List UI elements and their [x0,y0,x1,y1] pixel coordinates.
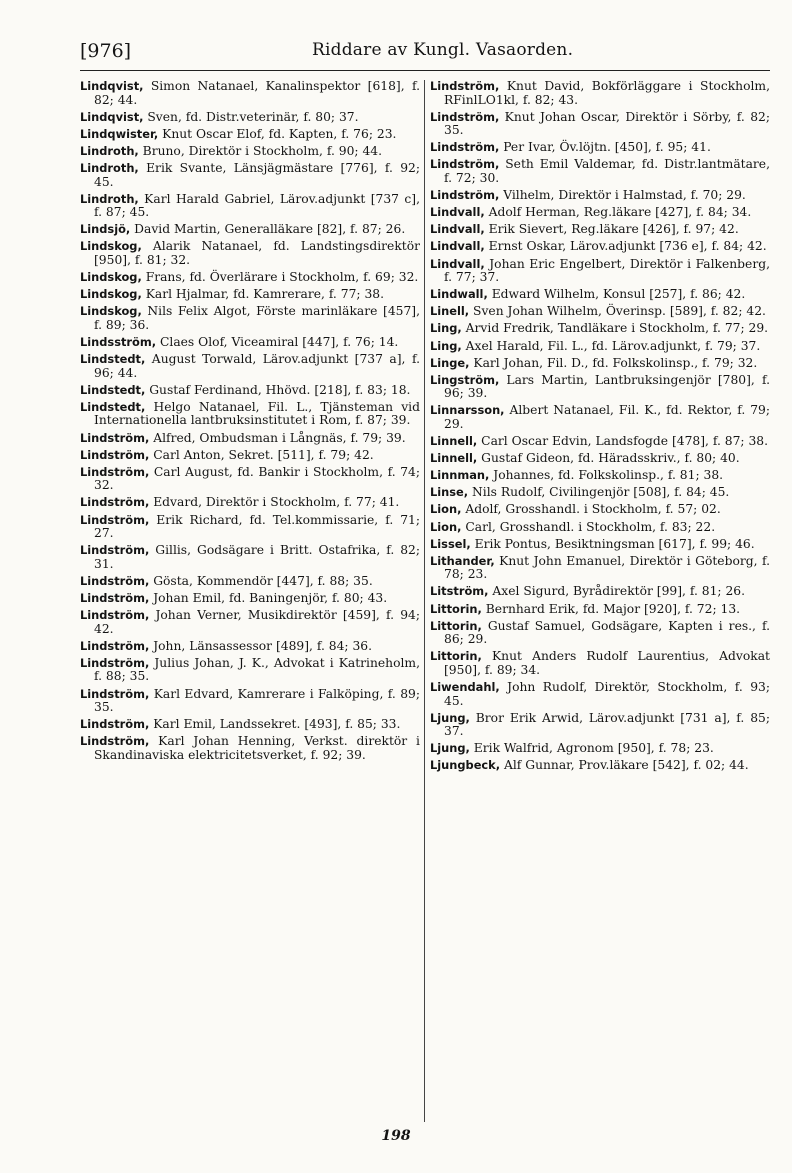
entry-details: Edvard, Direktör i Stockholm, f. 77; 41. [149,495,400,510]
register-entry [430,538,770,552]
entry-details: Karl Edvard, Kamrerare i Falköping, f. 89; 35. [94,686,420,715]
register-entry [430,650,770,677]
entry-surname: Lindvall, [430,256,485,271]
register-entry [430,521,770,535]
entry-surname: Lindskog, [80,287,142,302]
entry-surname: Lindstedt, [80,399,146,414]
entry-details: Bernhard Erik, fd. Major [920], f. 72; 13. [481,601,741,616]
page-code: [976] [80,40,132,62]
register-entry [80,305,420,332]
register-entry [430,322,770,336]
entry-details: Vilhelm, Direktör i Halmstad, f. 70; 29. [499,188,746,203]
register-entry [430,340,770,354]
register-entry [430,603,770,617]
register-entry [430,141,770,155]
entry-details: Carl August, fd. Bankir i Stockholm, f. 74; 32. [94,464,420,493]
entry-surname: Lindström, [430,157,500,172]
entry-details: Knut Anders Rudolf Laurentius, Advokat [950], f. 89; 34. [444,649,770,677]
entry-details: Axel Sigurd, Byrådirektör [99], f. 81; 26. [488,584,746,599]
entry-surname: Lindström, [80,512,150,527]
register-entry [80,401,420,428]
register-entry [430,374,770,401]
register-entry [430,620,770,647]
entry-details: Erik Richard, fd. Tel.kommissarie, f. 71; 27. [94,512,420,541]
register-entry [80,288,420,302]
register-entry [430,712,770,739]
register-entry [80,80,420,107]
entry-details: Helgo Natanael, Fil. L., Tjänsteman vid Internationella lantbruksinstitutet i Rom, f. 87; 39. [94,399,420,428]
entry-details: August Torwald, Lärov.adjunkt [737 a], f. 96; 44. [94,352,420,380]
entry-details: Johannes, fd. Folkskolinsp., f. 81; 38. [489,468,724,483]
register-entry [80,353,420,380]
entry-surname: Lindqvist, [80,109,144,124]
entry-details: Carl Anton, Sekret. [511], f. 79; 42. [149,447,374,462]
entry-surname: Lindström, [80,495,150,510]
entry-surname: Lindskog, [80,239,142,254]
entry-surname: Lindström, [80,464,150,479]
entry-surname: Lindström, [80,655,150,670]
entry-surname: Lindqwister, [80,126,159,141]
register-entry [80,609,420,636]
entry-details: Gustaf Samuel, Godsägare, Kapten i res., f. 86; 29. [444,618,770,647]
register-entry [80,514,420,541]
entry-surname: Lindvall, [430,205,485,220]
register-entry [430,555,770,582]
register-entry [430,288,770,302]
entry-surname: Lindstedt, [80,382,146,397]
entry-details: Carl Oscar Edvin, Landsfogde [478], f. 87; 38. [477,434,769,449]
entry-surname: Ljung, [430,710,470,725]
entry-surname: Lindskog, [80,270,142,285]
register-entry [80,240,420,267]
entry-surname: Ling, [430,321,462,336]
entry-details: John, Länsassessor [489], f. 84; 36. [149,638,373,653]
entry-details: Carl, Grosshandl. i Stockholm, f. 83; 22. [461,519,716,534]
entry-surname: Linell, [430,304,470,319]
entry-surname: Lissel, [430,536,471,551]
entry-surname: Lindström, [430,109,500,124]
register-entry [80,544,420,571]
entry-surname: Littorin, [430,649,482,664]
register-entry [430,240,770,254]
register-entry [430,681,770,708]
entry-details: Karl Johan, Fil. D., fd. Folkskolinsp., f. 79; 32. [469,355,758,370]
entry-surname: Lindsström, [80,335,157,349]
register-entry [430,80,770,107]
register-entry [430,223,770,237]
entry-surname: Lindskog, [80,304,142,319]
entry-surname: Lindroth, [80,191,139,206]
register-entry [80,718,420,732]
page-number: 198 [381,1128,411,1144]
register-entry [80,592,420,606]
register-entry [80,128,420,142]
register-entry [80,162,420,189]
register-entry [80,336,420,350]
entry-surname: Linnell, [430,451,478,466]
entry-details: Knut Johan Oscar, Direktör i Sörby, f. 82; 35. [444,109,770,138]
register-entry [430,585,770,599]
right-column [430,80,770,777]
register-entry [80,640,420,654]
entry-details: Simon Natanael, Kanalinspektor [618], f. 82; 44. [94,79,420,107]
entry-details: Alfred, Ombudsman i Långnäs, f. 79; 39. [149,430,406,445]
register-entry [80,657,420,684]
entry-surname: Lindström, [80,638,150,653]
entry-details: Bror Erik Arwid, Lärov.adjunkt [731 a], f. 85; 37. [444,710,770,739]
entry-details: Nils Felix Algot, Förste marinläkare [457], f. 89; 36. [94,304,420,332]
entry-details: Gustaf Gideon, fd. Häradsskriv., f. 80; 40. [477,451,740,466]
entry-surname: Ling, [430,338,462,353]
entry-surname: Lingström, [430,372,500,387]
entry-details: Ernst Oskar, Lärov.adjunkt [736 e], f. 84; 42. [484,239,767,254]
entry-surname: Lindvall, [430,239,485,254]
register-entry [80,223,420,237]
entry-details: Alarik Natanael, fd. Landstingsdirektör [950], f. 81; 32. [94,239,420,268]
register-entry [80,575,420,589]
entry-surname: Lindsjö, [80,222,131,237]
entry-details: Gillis, Godsägare i Britt. Ostafrika, f. 82; 31. [94,543,420,571]
entry-surname: Litström, [430,584,489,599]
entry-details: Karl Emil, Landssekret. [493], f. 85; 33. [149,717,401,732]
register-entry [80,111,420,125]
entry-details: Adolf Herman, Reg.läkare [427], f. 84; 34. [484,205,752,220]
register-entry [430,189,770,203]
entry-details: Karl Hjalmar, fd. Kamrerare, f. 77; 38. [141,287,385,302]
entry-details: Claes Olof, Viceamiral [447], f. 76; 14. [156,335,399,349]
entry-surname: Linnell, [430,434,478,449]
register-entry [80,271,420,285]
register-entry [80,688,420,715]
entry-surname: Linse, [430,485,469,500]
entry-details: Erik Sievert, Reg.läkare [426], f. 97; 42. [484,222,739,237]
entry-details: Nils Rudolf, Civilingenjör [508], f. 84; 45. [468,485,730,500]
register-entry [80,432,420,446]
register-entry [430,503,770,517]
register-entry [430,486,770,500]
entry-details: Knut John Emanuel, Direktör i Göteborg, f. 78; 23. [444,553,770,582]
register-entry [80,735,420,762]
entry-surname: Liwendahl, [430,679,500,694]
entry-surname: Littorin, [430,601,482,616]
register-entry [430,258,770,285]
entry-surname: Lithander, [430,553,495,568]
register-entry [430,469,770,483]
entry-details: Karl Harald Gabriel, Lärov.adjunkt [737 c], f. 87; 45. [94,191,420,220]
register-entry [430,357,770,371]
entry-surname: Lindström, [430,140,500,155]
entry-details: David Martin, Generalläkare [82], f. 87; 26. [130,222,406,237]
entry-details: Frans, fd. Överlärare i Stockholm, f. 69; 32. [141,270,419,285]
page-header [80,36,770,66]
register-entry [430,158,770,185]
entry-surname: Lindström, [80,573,150,588]
entry-details: Karl Johan Henning, Verkst. direktör i Skandinaviska elektricitetsverket, f. 92; 39. [94,734,420,762]
running-title: Riddare av Kungl. Vasaorden. [312,40,574,60]
entry-details: Axel Harald, Fil. L., fd. Lärov.adjunkt, f. 79; 37. [461,338,761,353]
entry-surname: Lindström, [80,430,150,445]
entry-surname: Lindvall, [430,222,485,237]
entry-details: Sven Johan Wilhelm, Överinsp. [589], f. 82; 42. [469,304,766,319]
entry-surname: Ljungbeck, [430,758,501,773]
entry-surname: Linge, [430,355,470,370]
register-entry [430,111,770,138]
entry-details: Alf Gunnar, Prov.läkare [542], f. 02; 44. [500,758,749,773]
entry-surname: Lion, [430,502,462,517]
entry-details: Erik Walfrid, Agronom [950], f. 78; 23. [469,741,714,756]
left-column [80,80,420,766]
entry-details: Seth Emil Valdemar, fd. Distr.lantmätare, f. 72; 30. [444,157,770,186]
entry-details: John Rudolf, Direktör, Stockholm, f. 93; 45. [444,679,770,708]
header-rule [80,70,770,71]
register-entry [430,404,770,431]
entry-details: Julius Johan, J. K., Advokat i Katrineholm, f. 88; 35. [94,655,420,684]
entry-surname: Lindström, [80,717,150,732]
entry-surname: Littorin, [430,618,482,633]
entry-surname: Lindström, [80,543,150,558]
register-entry [430,435,770,449]
entry-details: Johan Eric Engelbert, Direktör i Falkenberg, f. 77; 37. [444,256,770,285]
entry-surname: Linnarsson, [430,403,505,418]
entry-surname: Lindström, [80,734,150,749]
column-divider [424,80,425,1122]
register-entry [430,305,770,319]
entry-surname: Lindstedt, [80,352,146,367]
register-entry [430,759,770,773]
entry-details: Erik Svante, Länsjägmästare [776], f. 92; 45. [94,160,420,189]
register-entry [80,466,420,493]
entry-details: Johan Emil, fd. Baningenjör, f. 80; 43. [149,591,388,605]
register-entry [80,384,420,398]
entry-surname: Lindström, [430,79,500,93]
entry-surname: Lindroth, [80,160,139,175]
entry-details: Bruno, Direktör i Stockholm, f. 90; 44. [138,143,383,158]
entry-surname: Lindström, [80,591,150,605]
entry-details: Gustaf Ferdinand, Hhövd. [218], f. 83; 18. [145,382,411,397]
entry-surname: Lindström, [80,608,150,623]
entry-surname: Lindqvist, [80,79,144,93]
register-entry [430,452,770,466]
entry-surname: Lion, [430,519,462,534]
entry-details: Edward Wilhelm, Konsul [257], f. 86; 42. [487,287,746,302]
entry-details: Johan Verner, Musikdirektör [459], f. 94; 42. [94,608,420,636]
entry-details: Albert Natanael, Fil. K., fd. Rektor, f. 79; 29. [444,403,770,431]
entry-details: Erik Pontus, Besiktningsman [617], f. 99; 46. [470,536,755,551]
entry-details: Sven, fd. Distr.veterinär, f. 80; 37. [143,109,359,124]
entry-details: Knut David, Bokförläggare i Stockholm, RFinlLO1kl, f. 82; 43. [444,79,770,107]
entry-details: Per Ivar, Öv.löjtn. [450], f. 95; 41. [499,140,711,155]
entry-surname: Lindström, [80,686,150,701]
entry-details: Gösta, Kommendör [447], f. 88; 35. [149,573,373,588]
entry-details: Adolf, Grosshandl. i Stockholm, f. 57; 02. [461,502,721,517]
entry-surname: Lindström, [430,188,500,203]
register-entry [80,496,420,510]
register-entry [80,449,420,463]
entry-details: Arvid Fredrik, Tandläkare i Stockholm, f. 77; 29. [461,321,769,336]
entry-surname: Lindwall, [430,287,488,302]
register-entry [430,742,770,756]
entry-surname: Lindroth, [80,143,139,158]
register-entry [430,206,770,220]
register-entry [80,193,420,220]
entry-details: Lars Martin, Lantbruksingenjör [780], f. 96; 39. [444,372,770,401]
entry-details: Knut Oscar Elof, fd. Kapten, f. 76; 23. [158,126,397,141]
entry-surname: Linnman, [430,468,490,483]
register-entry [80,145,420,159]
entry-surname: Lindström, [80,447,150,462]
entry-surname: Ljung, [430,741,470,756]
